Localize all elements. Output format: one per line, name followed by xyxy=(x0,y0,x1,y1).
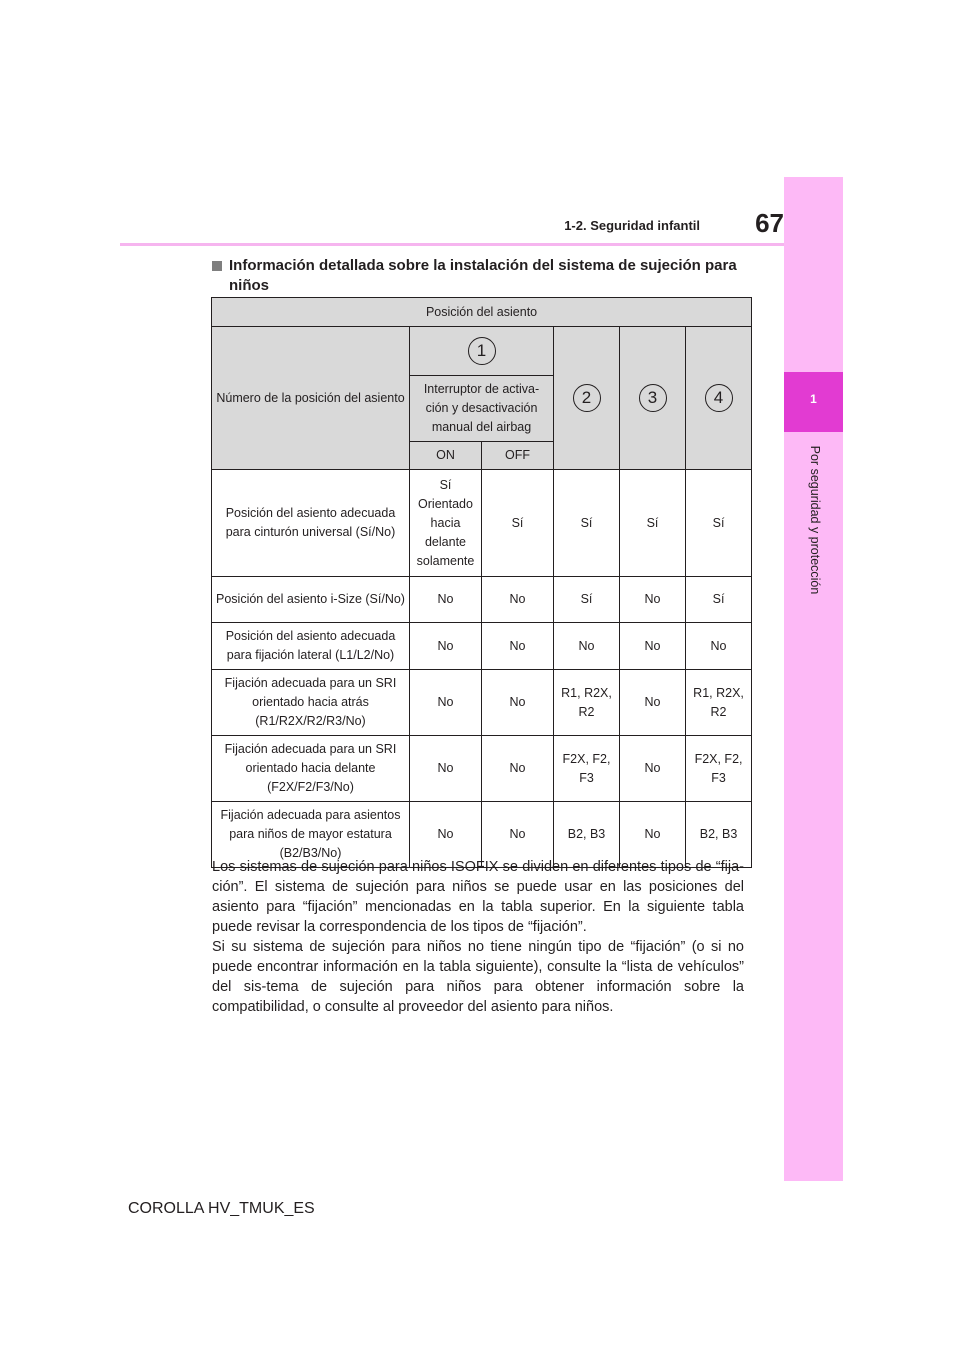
section-heading xyxy=(212,256,742,296)
cell-on: No xyxy=(410,736,482,802)
table-row xyxy=(212,470,752,577)
body-paragraph-2: Si su sistema de sujeción para niños no tiene ningún tipo de “fijación” (o si no puede encontrar información en la tabla siguiente), consulte la “lista de vehículos” del sis-tema de sujeción para niños para obtener información sobre la compatibilidad, o consulte al proveedor del asiento para niños. xyxy=(212,939,744,1015)
side-tab xyxy=(784,177,843,1181)
off-label: OFF xyxy=(482,442,554,470)
row-label: Posición del asiento i-Size (Sí/No) xyxy=(212,577,410,623)
cell-pos4: B2, B3 xyxy=(686,802,752,868)
cell-pos2: Sí xyxy=(554,577,620,623)
row-label: Fijación adecuada para un SRI orientado hacia atrás (R1/R2X/R2/R3/No) xyxy=(212,670,410,736)
cell-off: No xyxy=(482,577,554,623)
row-label: Fijación adecuada para un SRI orientado hacia delante (F2X/F2/F3/No) xyxy=(212,736,410,802)
seat-position-table xyxy=(211,297,752,868)
row-label: Posición del asiento adecuada para fijación lateral (L1/L2/No) xyxy=(212,623,410,670)
row-label: Fijación adecuada para asientos para niños de mayor estatura (B2/B3/No) xyxy=(212,802,410,868)
cell-pos3: No xyxy=(620,736,686,802)
position-4-header xyxy=(686,327,752,470)
cell-pos4: F2X, F2, F3 xyxy=(686,736,752,802)
position-3-badge: 3 xyxy=(639,384,667,412)
cell-on: No xyxy=(410,577,482,623)
cell-off: No xyxy=(482,736,554,802)
section-heading-text: Información detallada sobre la instalación del sistema de sujeción para niños xyxy=(229,257,737,294)
position-4-badge: 4 xyxy=(705,384,733,412)
position-2-header xyxy=(554,327,620,470)
side-tab-chapter-number: 1 xyxy=(810,392,817,406)
table-row xyxy=(212,577,752,623)
on-label: ON xyxy=(410,442,482,470)
cell-pos4: Sí xyxy=(686,470,752,577)
cell-pos2: Sí xyxy=(554,470,620,577)
position-3-header xyxy=(620,327,686,470)
header-rule xyxy=(120,243,784,246)
cell-pos4: Sí xyxy=(686,577,752,623)
table-row xyxy=(212,736,752,802)
cell-pos2: B2, B3 xyxy=(554,802,620,868)
cell-pos4: R1, R2X, R2 xyxy=(686,670,752,736)
position-1-badge: 1 xyxy=(468,337,496,365)
section-title: 1-2. Seguridad infantil xyxy=(564,218,700,233)
cell-on: No xyxy=(410,670,482,736)
cell-pos3: No xyxy=(620,623,686,670)
cell-pos4: No xyxy=(686,623,752,670)
cell-pos3: No xyxy=(620,577,686,623)
row-header-label: Número de la posición del asiento xyxy=(212,327,410,470)
side-tab-chapter-label: Por seguridad y protección xyxy=(808,445,822,595)
position-2-badge: 2 xyxy=(573,384,601,412)
cell-off: Sí xyxy=(482,470,554,577)
cell-pos2: R1, R2X, R2 xyxy=(554,670,620,736)
body-text xyxy=(212,857,744,1017)
cell-off: No xyxy=(482,802,554,868)
footer-model-code: COROLLA HV_TMUK_ES xyxy=(128,1200,315,1217)
cell-pos2: F2X, F2, F3 xyxy=(554,736,620,802)
table-row xyxy=(212,623,752,670)
cell-on: No xyxy=(410,623,482,670)
cell-pos3: Sí xyxy=(620,470,686,577)
page-number: 67 xyxy=(755,208,784,238)
position-1-header xyxy=(410,327,554,376)
cell-pos3: No xyxy=(620,802,686,868)
airbag-switch-label: Interruptor de activa-ción y desactivación manual del airbag xyxy=(410,376,554,442)
cell-on: No xyxy=(410,802,482,868)
body-paragraph-1: Los sistemas de sujeción para niños ISOFIX se dividen en diferentes tipos de “fija-ción”. El sistema de sujeción para niños se puede usar en las posiciones del asiento para “fijación” mencionadas en la tabla superior. En la siguiente tabla puede revisar la correspondencia de los tipos de “fijación”. xyxy=(212,859,744,935)
cell-pos3: No xyxy=(620,670,686,736)
table-title: Posición del asiento xyxy=(212,298,752,327)
cell-off: No xyxy=(482,623,554,670)
cell-pos2: No xyxy=(554,623,620,670)
table-row xyxy=(212,670,752,736)
cell-on: Sí Orientado hacia delante solamente xyxy=(410,470,482,577)
cell-off: No xyxy=(482,670,554,736)
row-label: Posición del asiento adecuada para cinturón universal (Sí/No) xyxy=(212,470,410,577)
